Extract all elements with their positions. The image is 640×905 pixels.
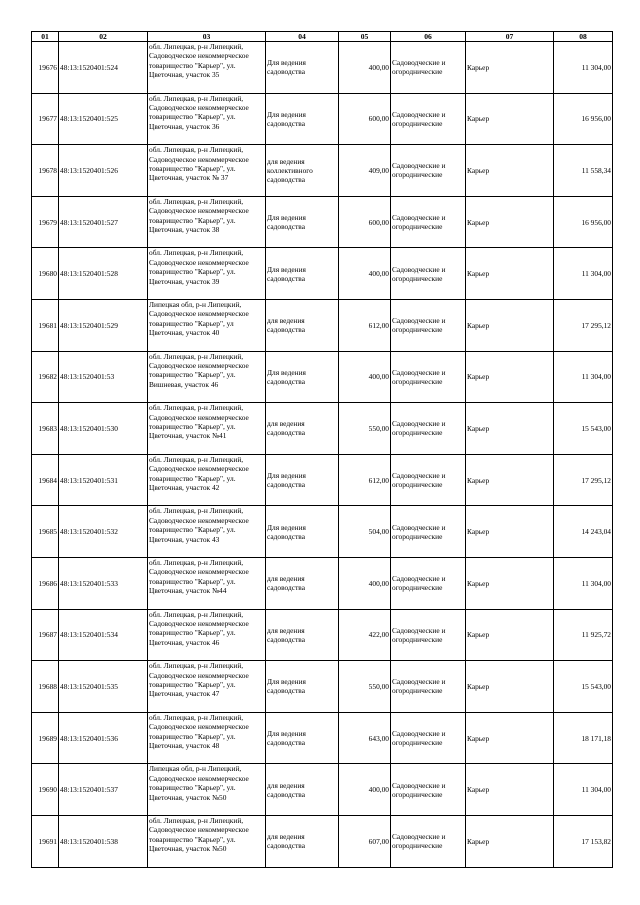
area-value-cell: 607,00	[339, 815, 391, 867]
area-value-cell: 400,00	[339, 557, 391, 609]
area-value-cell: 400,00	[339, 42, 391, 94]
land-category-cell: Садоводческие и огороднические	[391, 609, 466, 661]
cadastral-value-cell: 18 171,18	[554, 712, 613, 764]
association-name-cell: Карьер	[466, 196, 554, 248]
association-name-cell: Карьер	[466, 145, 554, 197]
cadastral-number-cell: 48:13:1520401:528	[59, 248, 148, 300]
address-cell	[148, 145, 266, 197]
association-name-cell: Карьер	[466, 93, 554, 145]
header-col-05: 05	[339, 32, 391, 42]
permitted-use-cell: Для ведения садоводства	[266, 248, 339, 300]
cadastral-value-cell: 16 956,00	[554, 196, 613, 248]
address-text: обл. Липецкая, р-н Липецкий, Садоводческое некоммерческое товарищество "Карьер", ул. Вишневая, участок 46	[149, 351, 249, 389]
header-col-03: 03	[148, 32, 266, 42]
land-category-cell: Садоводческие и огороднические	[391, 557, 466, 609]
permitted-use-cell: для ведения садоводства	[266, 815, 339, 867]
association-name-cell: Карьер	[466, 506, 554, 558]
association-name-cell: Карьер	[466, 609, 554, 661]
row-index-cell: 19683	[32, 403, 59, 455]
row-index-cell: 19679	[32, 196, 59, 248]
address-cell	[148, 299, 266, 351]
header-col-02: 02	[59, 32, 148, 42]
cadastral-value-cell: 16 956,00	[554, 93, 613, 145]
cadastral-value-cell: 11 925,72	[554, 609, 613, 661]
area-value-cell: 400,00	[339, 351, 391, 403]
address-cell	[148, 506, 266, 558]
table-row	[32, 248, 613, 300]
permitted-use-cell: Для ведения садоводства	[266, 454, 339, 506]
land-category-cell: Садоводческие и огороднические	[391, 506, 466, 558]
header-col-04: 04	[266, 32, 339, 42]
row-index-cell: 19687	[32, 609, 59, 661]
cadastral-value-cell: 17 295,12	[554, 454, 613, 506]
area-value-cell: 400,00	[339, 248, 391, 300]
cadastral-number-cell: 48:13:1520401:527	[59, 196, 148, 248]
cadastral-number-cell: 48:13:1520401:538	[59, 815, 148, 867]
table-row	[32, 815, 613, 867]
address-cell	[148, 403, 266, 455]
address-text: обл. Липецкая, р-н Липецкий, Садоводческое некоммерческое товарищество "Карьер", ул. Цветочная, участок 48	[149, 712, 249, 750]
table-row	[32, 351, 613, 403]
header-col-01: 01	[32, 32, 59, 42]
row-index-cell: 19681	[32, 299, 59, 351]
permitted-use-cell: Для ведения садоводства	[266, 506, 339, 558]
land-category-cell: Садоводческие и огороднические	[391, 351, 466, 403]
address-cell	[148, 764, 266, 816]
table-row	[32, 557, 613, 609]
area-value-cell: 422,00	[339, 609, 391, 661]
row-index-cell: 19691	[32, 815, 59, 867]
address-text: обл. Липецкая, р-н Липецкий, Садоводческое некоммерческое товарищество "Карьер", ул. Цветочная, участок №44	[149, 557, 249, 596]
cadastral-value-cell: 11 304,00	[554, 764, 613, 816]
address-cell	[148, 557, 266, 609]
row-index-cell: 19682	[32, 351, 59, 403]
table-row	[32, 299, 613, 351]
address-text: Липецкая обл, р-н Липецкий, Садоводческое некоммерческое товарищество "Карьер", ул. Цветочная, участок №50	[149, 764, 249, 802]
table-row	[32, 764, 613, 816]
permitted-use-cell: для ведения садоводства	[266, 299, 339, 351]
land-category-cell: Садоводческие и огороднические	[391, 661, 466, 713]
cadastral-number-cell: 48:13:1520401:531	[59, 454, 148, 506]
row-index-cell: 19676	[32, 42, 59, 94]
row-index-cell: 19685	[32, 506, 59, 558]
address-cell	[148, 351, 266, 403]
permitted-use-cell: для ведения садоводства	[266, 403, 339, 455]
area-value-cell: 550,00	[339, 661, 391, 713]
cadastral-value-cell: 17 153,82	[554, 815, 613, 867]
area-value-cell: 400,00	[339, 764, 391, 816]
association-name-cell: Карьер	[466, 764, 554, 816]
area-value-cell: 612,00	[339, 454, 391, 506]
address-cell	[148, 248, 266, 300]
land-category-cell: Садоводческие и огороднические	[391, 454, 466, 506]
table-row	[32, 93, 613, 145]
cadastral-number-cell: 48:13:1520401:534	[59, 609, 148, 661]
association-name-cell: Карьер	[466, 403, 554, 455]
area-value-cell: 550,00	[339, 403, 391, 455]
permitted-use-cell: для ведения коллективного садоводства	[266, 145, 339, 197]
address-text: обл. Липецкая, р-н Липецкий, Садоводческое некоммерческое товарищество "Карьер", ул. Цветочная, участок 46	[149, 609, 249, 647]
table-row	[32, 661, 613, 713]
association-name-cell: Карьер	[466, 661, 554, 713]
cadastral-number-cell: 48:13:1520401:532	[59, 506, 148, 558]
area-value-cell: 643,00	[339, 712, 391, 764]
table-row	[32, 609, 613, 661]
association-name-cell: Карьер	[466, 712, 554, 764]
land-category-cell: Садоводческие и огороднические	[391, 815, 466, 867]
land-category-cell: Садоводческие и огороднические	[391, 248, 466, 300]
area-value-cell: 504,00	[339, 506, 391, 558]
table-row	[32, 403, 613, 455]
row-index-cell: 19688	[32, 661, 59, 713]
cadastral-value-cell: 11 558,34	[554, 145, 613, 197]
cadastral-number-cell: 48:13:1520401:536	[59, 712, 148, 764]
land-category-cell: Садоводческие и огороднические	[391, 712, 466, 764]
cadastral-number-cell: 48:13:1520401:529	[59, 299, 148, 351]
row-index-cell: 19677	[32, 93, 59, 145]
row-index-cell: 19686	[32, 557, 59, 609]
address-text: обл. Липецкая, р-н Липецкий, Садоводческое некоммерческое товарищество "Карьер", ул. Цветочная, участок №41	[149, 403, 249, 441]
area-value-cell: 600,00	[339, 196, 391, 248]
cadastral-number-cell: 48:13:1520401:535	[59, 661, 148, 713]
address-text: обл. Липецкая, р-н Липецкий, Садоводческое некоммерческое товарищество "Карьер", ул. Цветочная, участок № 37	[149, 145, 249, 183]
association-name-cell: Карьер	[466, 351, 554, 403]
table-row	[32, 145, 613, 197]
address-cell	[148, 661, 266, 713]
cadastral-value-cell: 11 304,00	[554, 351, 613, 403]
permitted-use-cell: Для ведения садоводства	[266, 351, 339, 403]
permitted-use-cell: Для ведения садоводства	[266, 93, 339, 145]
address-cell	[148, 454, 266, 506]
permitted-use-cell: Для ведения садоводства	[266, 196, 339, 248]
permitted-use-cell: Для ведения садоводства	[266, 712, 339, 764]
land-category-cell: Садоводческие и огороднические	[391, 93, 466, 145]
association-name-cell: Карьер	[466, 454, 554, 506]
row-index-cell: 19689	[32, 712, 59, 764]
area-value-cell: 612,00	[339, 299, 391, 351]
association-name-cell: Карьер	[466, 815, 554, 867]
address-text: обл. Липецкая, р-н Липецкий, Садоводческое некоммерческое товарищество "Карьер", ул. Цветочная, участок 43	[149, 506, 249, 544]
address-cell	[148, 815, 266, 867]
address-text: обл. Липецкая, р-н Липецкий, Садоводческое некоммерческое товарищество "Карьер", ул. Цветочная, участок 47	[149, 661, 249, 699]
permitted-use-cell: Для ведения садоводства	[266, 42, 339, 94]
cadastral-value-cell: 14 243,04	[554, 506, 613, 558]
cadastral-number-cell: 48:13:1520401:524	[59, 42, 148, 94]
cadastral-value-cell: 15 543,00	[554, 661, 613, 713]
association-name-cell: Карьер	[466, 299, 554, 351]
header-col-06: 06	[391, 32, 466, 42]
table-row	[32, 454, 613, 506]
land-category-cell: Садоводческие и огороднические	[391, 764, 466, 816]
table-row	[32, 712, 613, 764]
permitted-use-cell: для ведения садоводства	[266, 609, 339, 661]
address-text: обл. Липецкая, р-н Липецкий, Садоводческое некоммерческое товарищество "Карьер", ул. Цветочная, участок 36	[149, 93, 249, 131]
permitted-use-cell: для ведения садоводства	[266, 557, 339, 609]
permitted-use-cell: для ведения садоводства	[266, 764, 339, 816]
land-category-cell: Садоводческие и огороднические	[391, 299, 466, 351]
cadastral-value-cell: 11 304,00	[554, 248, 613, 300]
row-index-cell: 19690	[32, 764, 59, 816]
cadastral-number-cell: 48:13:1520401:53	[59, 351, 148, 403]
address-cell	[148, 712, 266, 764]
row-index-cell: 19684	[32, 454, 59, 506]
table-body	[32, 42, 613, 868]
address-cell	[148, 196, 266, 248]
land-category-cell: Садоводческие и огороднические	[391, 196, 466, 248]
header-col-08: 08	[554, 32, 613, 42]
area-value-cell: 600,00	[339, 93, 391, 145]
address-text: обл. Липецкая, р-н Липецкий, Садоводческое некоммерческое товарищество "Карьер", ул. Цветочная, участок 38	[149, 196, 249, 234]
cadastral-number-cell: 48:13:1520401:525	[59, 93, 148, 145]
association-name-cell: Карьер	[466, 557, 554, 609]
land-category-cell: Садоводческие и огороднические	[391, 42, 466, 94]
association-name-cell: Карьер	[466, 248, 554, 300]
cadastral-number-cell: 48:13:1520401:526	[59, 145, 148, 197]
area-value-cell: 409,00	[339, 145, 391, 197]
cadastral-number-cell: 48:13:1520401:537	[59, 764, 148, 816]
address-cell	[148, 93, 266, 145]
association-name-cell: Карьер	[466, 42, 554, 94]
table-row	[32, 42, 613, 94]
address-cell	[148, 42, 266, 94]
address-text: обл. Липецкая, р-н Липецкий, Садоводческое некоммерческое товарищество "Карьер", ул. Цветочная, участок 39	[149, 248, 249, 286]
header-row	[32, 32, 613, 42]
row-index-cell: 19678	[32, 145, 59, 197]
cadastral-number-cell: 48:13:1520401:533	[59, 557, 148, 609]
address-text: обл. Липецкая, р-н Липецкий, Садоводческое некоммерческое товарищество "Карьер", ул. Цветочная, участок 42	[149, 454, 249, 492]
table-row	[32, 196, 613, 248]
cadastral-value-cell: 17 295,12	[554, 299, 613, 351]
row-index-cell: 19680	[32, 248, 59, 300]
cadastral-value-cell: 11 304,00	[554, 42, 613, 94]
address-text: обл. Липецкая, р-н Липецкий, Садоводческое некоммерческое товарищество "Карьер", ул. Цветочная, участок 35	[149, 42, 249, 80]
table-row	[32, 506, 613, 558]
land-category-cell: Садоводческие и огороднические	[391, 403, 466, 455]
address-text: обл. Липецкая, р-н Липецкий, Садоводческое некоммерческое товарищество "Карьер", ул. Цветочная, участок №50	[149, 815, 249, 854]
cadastral-number-cell: 48:13:1520401:530	[59, 403, 148, 455]
address-text: Липецкая обл, р-н Липецкий, Садоводческое некоммерческое товарищество "Карьер", ул Цветочная, участок 40	[149, 299, 249, 338]
permitted-use-cell: Для ведения садоводства	[266, 661, 339, 713]
cadastral-table	[31, 31, 613, 868]
header-col-07: 07	[466, 32, 554, 42]
cadastral-value-cell: 15 543,00	[554, 403, 613, 455]
land-category-cell: Садоводческие и огороднические	[391, 145, 466, 197]
address-cell	[148, 609, 266, 661]
cadastral-value-cell: 11 304,00	[554, 557, 613, 609]
